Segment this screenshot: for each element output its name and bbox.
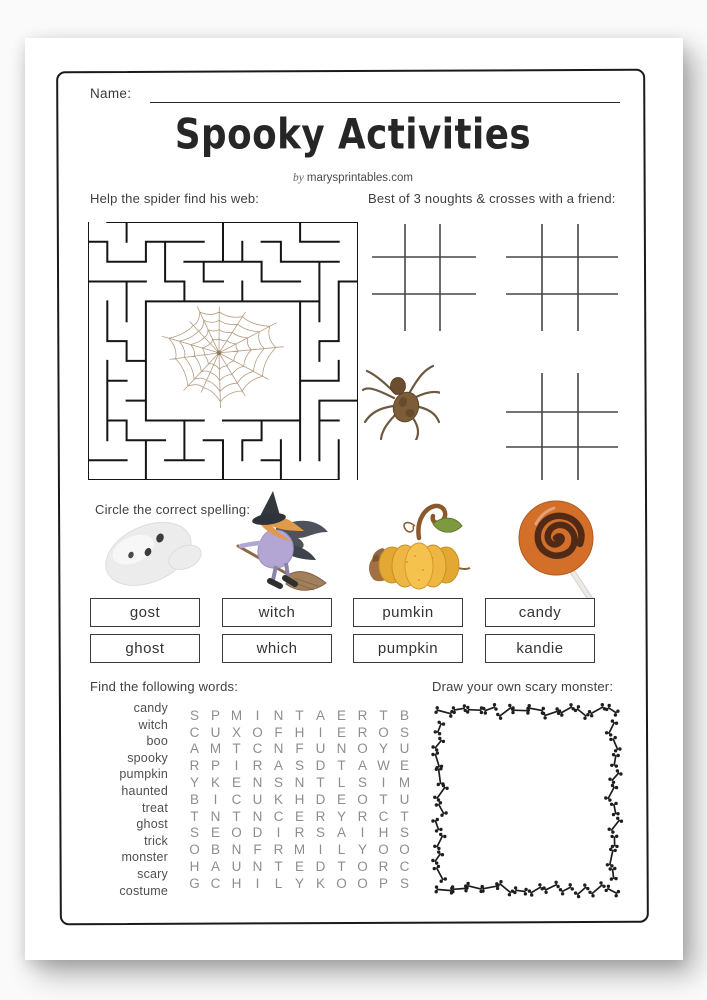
grid-letter: R bbox=[252, 758, 263, 774]
spider-web-center bbox=[217, 351, 222, 356]
bone-border-piece bbox=[610, 753, 620, 768]
grid-letter: E bbox=[336, 707, 346, 723]
wordsearch-grid bbox=[184, 707, 415, 892]
grid-letter: I bbox=[318, 842, 323, 858]
grid-letter: E bbox=[210, 825, 220, 841]
grid-letter: S bbox=[399, 875, 409, 891]
bone-border-piece bbox=[434, 721, 446, 736]
word-item: boo bbox=[146, 734, 168, 749]
spelling-option-box: candy bbox=[485, 598, 595, 627]
pumpkin-image bbox=[363, 496, 475, 594]
word-item: costume bbox=[119, 883, 168, 898]
spider-image bbox=[360, 356, 440, 440]
bone-border-piece bbox=[431, 737, 445, 752]
grid-letter: I bbox=[255, 707, 260, 723]
bone-border-piece bbox=[604, 784, 618, 802]
grid-letter: F bbox=[274, 724, 283, 740]
grid-letter: S bbox=[399, 724, 409, 740]
grid-letter: N bbox=[336, 741, 347, 757]
grid-letter: Y bbox=[336, 808, 346, 824]
bone-border-piece bbox=[431, 850, 444, 864]
grid-letter: F bbox=[253, 842, 262, 858]
bone-border-piece bbox=[431, 818, 442, 833]
grid-letter: A bbox=[357, 758, 367, 774]
grid-letter: M bbox=[209, 741, 222, 757]
grid-letter: R bbox=[357, 808, 368, 824]
word-item: spooky bbox=[127, 750, 168, 765]
grid-letter: S bbox=[315, 825, 325, 841]
bone-border-piece bbox=[608, 769, 622, 784]
grid-letter: H bbox=[294, 724, 305, 740]
grid-letter: U bbox=[399, 791, 410, 807]
grid-letter: N bbox=[252, 808, 263, 824]
word-item: scary bbox=[137, 866, 168, 881]
tictactoe-grid-3 bbox=[506, 373, 618, 480]
bone-border-piece bbox=[558, 703, 575, 717]
grid-letter: A bbox=[210, 859, 220, 875]
grid-letter: S bbox=[357, 775, 367, 791]
grid-letter: E bbox=[336, 724, 346, 740]
grid-letter: H bbox=[231, 875, 242, 891]
bone-border-piece bbox=[433, 865, 447, 883]
grid-letter: T bbox=[379, 707, 388, 723]
bone-border-piece bbox=[605, 704, 620, 717]
grid-letter: N bbox=[273, 741, 284, 757]
grid-letter: D bbox=[315, 758, 326, 774]
grid-letter: L bbox=[337, 842, 346, 858]
bone-border-piece bbox=[435, 885, 454, 894]
bone-border-piece bbox=[574, 705, 590, 720]
bone-border-piece bbox=[528, 883, 544, 897]
grid-letter: A bbox=[189, 741, 199, 757]
grid-letter: S bbox=[273, 775, 283, 791]
grid-letter: O bbox=[231, 825, 242, 841]
grid-letter: E bbox=[336, 791, 346, 807]
grid-letter: O bbox=[378, 724, 389, 740]
grid-letter: N bbox=[252, 859, 263, 875]
grid-letter: T bbox=[379, 791, 388, 807]
name-label: Name: bbox=[90, 86, 132, 101]
byline bbox=[58, 172, 648, 184]
grid-letter: O bbox=[357, 791, 368, 807]
bone-border-piece bbox=[466, 706, 483, 715]
grid-letter: E bbox=[231, 775, 241, 791]
grid-letter: A bbox=[315, 707, 325, 723]
grid-letter: R bbox=[357, 724, 368, 740]
byline-by: by bbox=[293, 172, 304, 184]
spelling-label: Circle the correct spelling: bbox=[95, 502, 251, 517]
grid-letter: R bbox=[378, 859, 389, 875]
grid-letter: O bbox=[399, 842, 410, 858]
grid-letter: C bbox=[189, 724, 200, 740]
grid-letter: O bbox=[189, 842, 200, 858]
grid-letter: H bbox=[378, 825, 389, 841]
grid-letter: S bbox=[399, 825, 409, 841]
page-title: Spooky Activities bbox=[174, 109, 532, 159]
tictactoe-grid-2 bbox=[506, 224, 618, 331]
grid-letter: W bbox=[377, 758, 390, 774]
grid-letter: O bbox=[378, 842, 389, 858]
grid-letter: U bbox=[252, 791, 263, 807]
bone-border-piece bbox=[609, 867, 618, 881]
bone-border-piece bbox=[606, 848, 617, 868]
grid-letter: N bbox=[273, 707, 284, 723]
word-list bbox=[65, 700, 168, 899]
grid-letter: Y bbox=[378, 741, 388, 757]
grid-letter: M bbox=[230, 707, 243, 723]
spelling-option-box: pumkin bbox=[353, 598, 463, 627]
spelling-option-box: kandie bbox=[485, 634, 595, 663]
tictactoe-grid-1 bbox=[372, 224, 476, 331]
grid-letter: H bbox=[294, 791, 305, 807]
spelling-option-box: witch bbox=[222, 598, 332, 627]
bone-border-piece bbox=[435, 767, 445, 786]
grid-letter: I bbox=[234, 758, 239, 774]
bone-border-piece bbox=[435, 801, 448, 817]
bone-border-piece bbox=[605, 719, 618, 736]
word-item: pumpkin bbox=[119, 767, 168, 782]
grid-letter: Y bbox=[294, 875, 304, 891]
grid-letter: O bbox=[357, 741, 368, 757]
grid-letter: T bbox=[316, 775, 325, 791]
byline-site: marysprintables.com bbox=[306, 172, 413, 184]
grid-letter: I bbox=[276, 825, 281, 841]
grid-letter: S bbox=[189, 707, 199, 723]
grid-letter: N bbox=[252, 775, 263, 791]
ghost-image bbox=[88, 508, 218, 600]
grid-letter: C bbox=[252, 741, 263, 757]
grid-letter: M bbox=[293, 842, 306, 858]
grid-letter: R bbox=[294, 825, 305, 841]
grid-letter: T bbox=[337, 859, 346, 875]
grid-letter: D bbox=[315, 859, 326, 875]
grid-letter: T bbox=[400, 808, 409, 824]
grid-letter: T bbox=[190, 808, 199, 824]
grid-letter: D bbox=[252, 825, 263, 841]
word-item: monster bbox=[121, 850, 168, 865]
bone-border-piece bbox=[433, 833, 446, 850]
word-item: ghost bbox=[136, 817, 168, 832]
tictactoe-label: Best of 3 noughts & crosses with a friend: bbox=[368, 191, 616, 206]
word-item: trick bbox=[144, 833, 168, 848]
grid-letter: T bbox=[337, 758, 346, 774]
maze bbox=[88, 222, 358, 480]
grid-letter: Y bbox=[189, 775, 199, 791]
bone-border-piece bbox=[481, 882, 500, 893]
grid-letter: T bbox=[232, 741, 241, 757]
grid-letter: B bbox=[210, 842, 220, 858]
bone-border-piece bbox=[482, 703, 498, 715]
grid-letter: S bbox=[189, 825, 199, 841]
word-item: haunted bbox=[121, 783, 168, 798]
grid-letter: Y bbox=[357, 842, 367, 858]
grid-letter: R bbox=[357, 707, 368, 723]
grid-letter: I bbox=[318, 724, 323, 740]
bone-border-piece bbox=[452, 704, 467, 714]
grid-letter: O bbox=[357, 859, 368, 875]
grid-letter: N bbox=[210, 808, 221, 824]
grid-letter: L bbox=[274, 875, 283, 891]
bone-border-piece bbox=[434, 706, 453, 718]
bone-border-piece bbox=[610, 835, 618, 849]
grid-letter: H bbox=[189, 859, 200, 875]
bone-border-piece bbox=[610, 802, 620, 817]
grid-letter: F bbox=[295, 741, 304, 757]
lollipop-image bbox=[518, 496, 618, 601]
grid-letter: A bbox=[273, 758, 283, 774]
grid-letter: T bbox=[232, 808, 241, 824]
grid-letter: R bbox=[189, 758, 200, 774]
bone-border-piece bbox=[588, 881, 605, 897]
grid-letter: U bbox=[399, 741, 410, 757]
grid-letter: P bbox=[210, 758, 220, 774]
grid-letter: M bbox=[398, 775, 411, 791]
grid-letter: B bbox=[399, 707, 409, 723]
grid-letter: R bbox=[273, 842, 284, 858]
grid-letter: T bbox=[295, 707, 304, 723]
word-item: treat bbox=[141, 800, 168, 815]
bone-border-piece bbox=[513, 886, 528, 895]
grid-letter: C bbox=[210, 875, 221, 891]
grid-letter: L bbox=[337, 775, 346, 791]
grid-letter: U bbox=[210, 724, 221, 740]
bone-border-piece bbox=[574, 883, 590, 898]
grid-letter: P bbox=[378, 875, 388, 891]
grid-letter: I bbox=[360, 825, 365, 841]
maze-label: Help the spider find his web: bbox=[90, 191, 260, 206]
grid-letter: X bbox=[231, 724, 241, 740]
grid-letter: I bbox=[381, 775, 386, 791]
name-line bbox=[150, 84, 620, 103]
grid-letter: I bbox=[213, 791, 218, 807]
grid-letter: U bbox=[315, 741, 326, 757]
grid-letter: P bbox=[210, 707, 220, 723]
grid-letter: T bbox=[274, 859, 283, 875]
monster-drawing-box bbox=[428, 700, 624, 900]
grid-letter: G bbox=[189, 875, 200, 891]
grid-letter: C bbox=[273, 808, 284, 824]
spider-web bbox=[162, 306, 284, 408]
word-item: witch bbox=[138, 717, 168, 732]
spelling-option-box: ghost bbox=[90, 634, 200, 663]
spelling-option-box: pumpkin bbox=[353, 634, 463, 663]
wordsearch-label: Find the following words: bbox=[90, 679, 239, 694]
grid-letter: I bbox=[255, 875, 260, 891]
grid-letter: R bbox=[315, 808, 326, 824]
witch-image bbox=[228, 486, 336, 606]
bone-border-piece bbox=[559, 883, 574, 895]
word-item: candy bbox=[133, 701, 168, 715]
grid-letter: S bbox=[294, 758, 304, 774]
grid-letter: B bbox=[189, 791, 199, 807]
grid-letter: K bbox=[315, 875, 325, 891]
bone-border-piece bbox=[588, 703, 606, 717]
bone-border-piece bbox=[605, 885, 621, 898]
bone-border-piece bbox=[451, 884, 468, 893]
grid-letter: E bbox=[399, 758, 409, 774]
grid-letter: C bbox=[399, 859, 410, 875]
grid-letter: E bbox=[294, 859, 304, 875]
grid-letter: E bbox=[294, 808, 304, 824]
grid-letter: N bbox=[294, 775, 305, 791]
grid-letter: U bbox=[231, 859, 242, 875]
spelling-option-box: which bbox=[222, 634, 332, 663]
bone-border-piece bbox=[608, 817, 624, 834]
grid-letter: K bbox=[210, 775, 220, 791]
grid-letter: C bbox=[231, 791, 242, 807]
bone-border-piece bbox=[542, 881, 559, 894]
grid-letter: N bbox=[231, 842, 242, 858]
bone-border-piece bbox=[609, 736, 621, 753]
grid-letter: C bbox=[378, 808, 389, 824]
monster-label: Draw your own scary monster: bbox=[432, 679, 614, 694]
page-sheet bbox=[25, 38, 683, 960]
spelling-option-box: gost bbox=[90, 598, 200, 627]
grid-letter: O bbox=[336, 875, 347, 891]
bone-border-piece bbox=[431, 751, 443, 769]
grid-letter: O bbox=[252, 724, 263, 740]
grid-letter: D bbox=[315, 791, 326, 807]
bone-border-piece bbox=[433, 784, 449, 802]
grid-letter: O bbox=[357, 875, 368, 891]
grid-letter: A bbox=[336, 825, 346, 841]
grid-letter: K bbox=[273, 791, 283, 807]
